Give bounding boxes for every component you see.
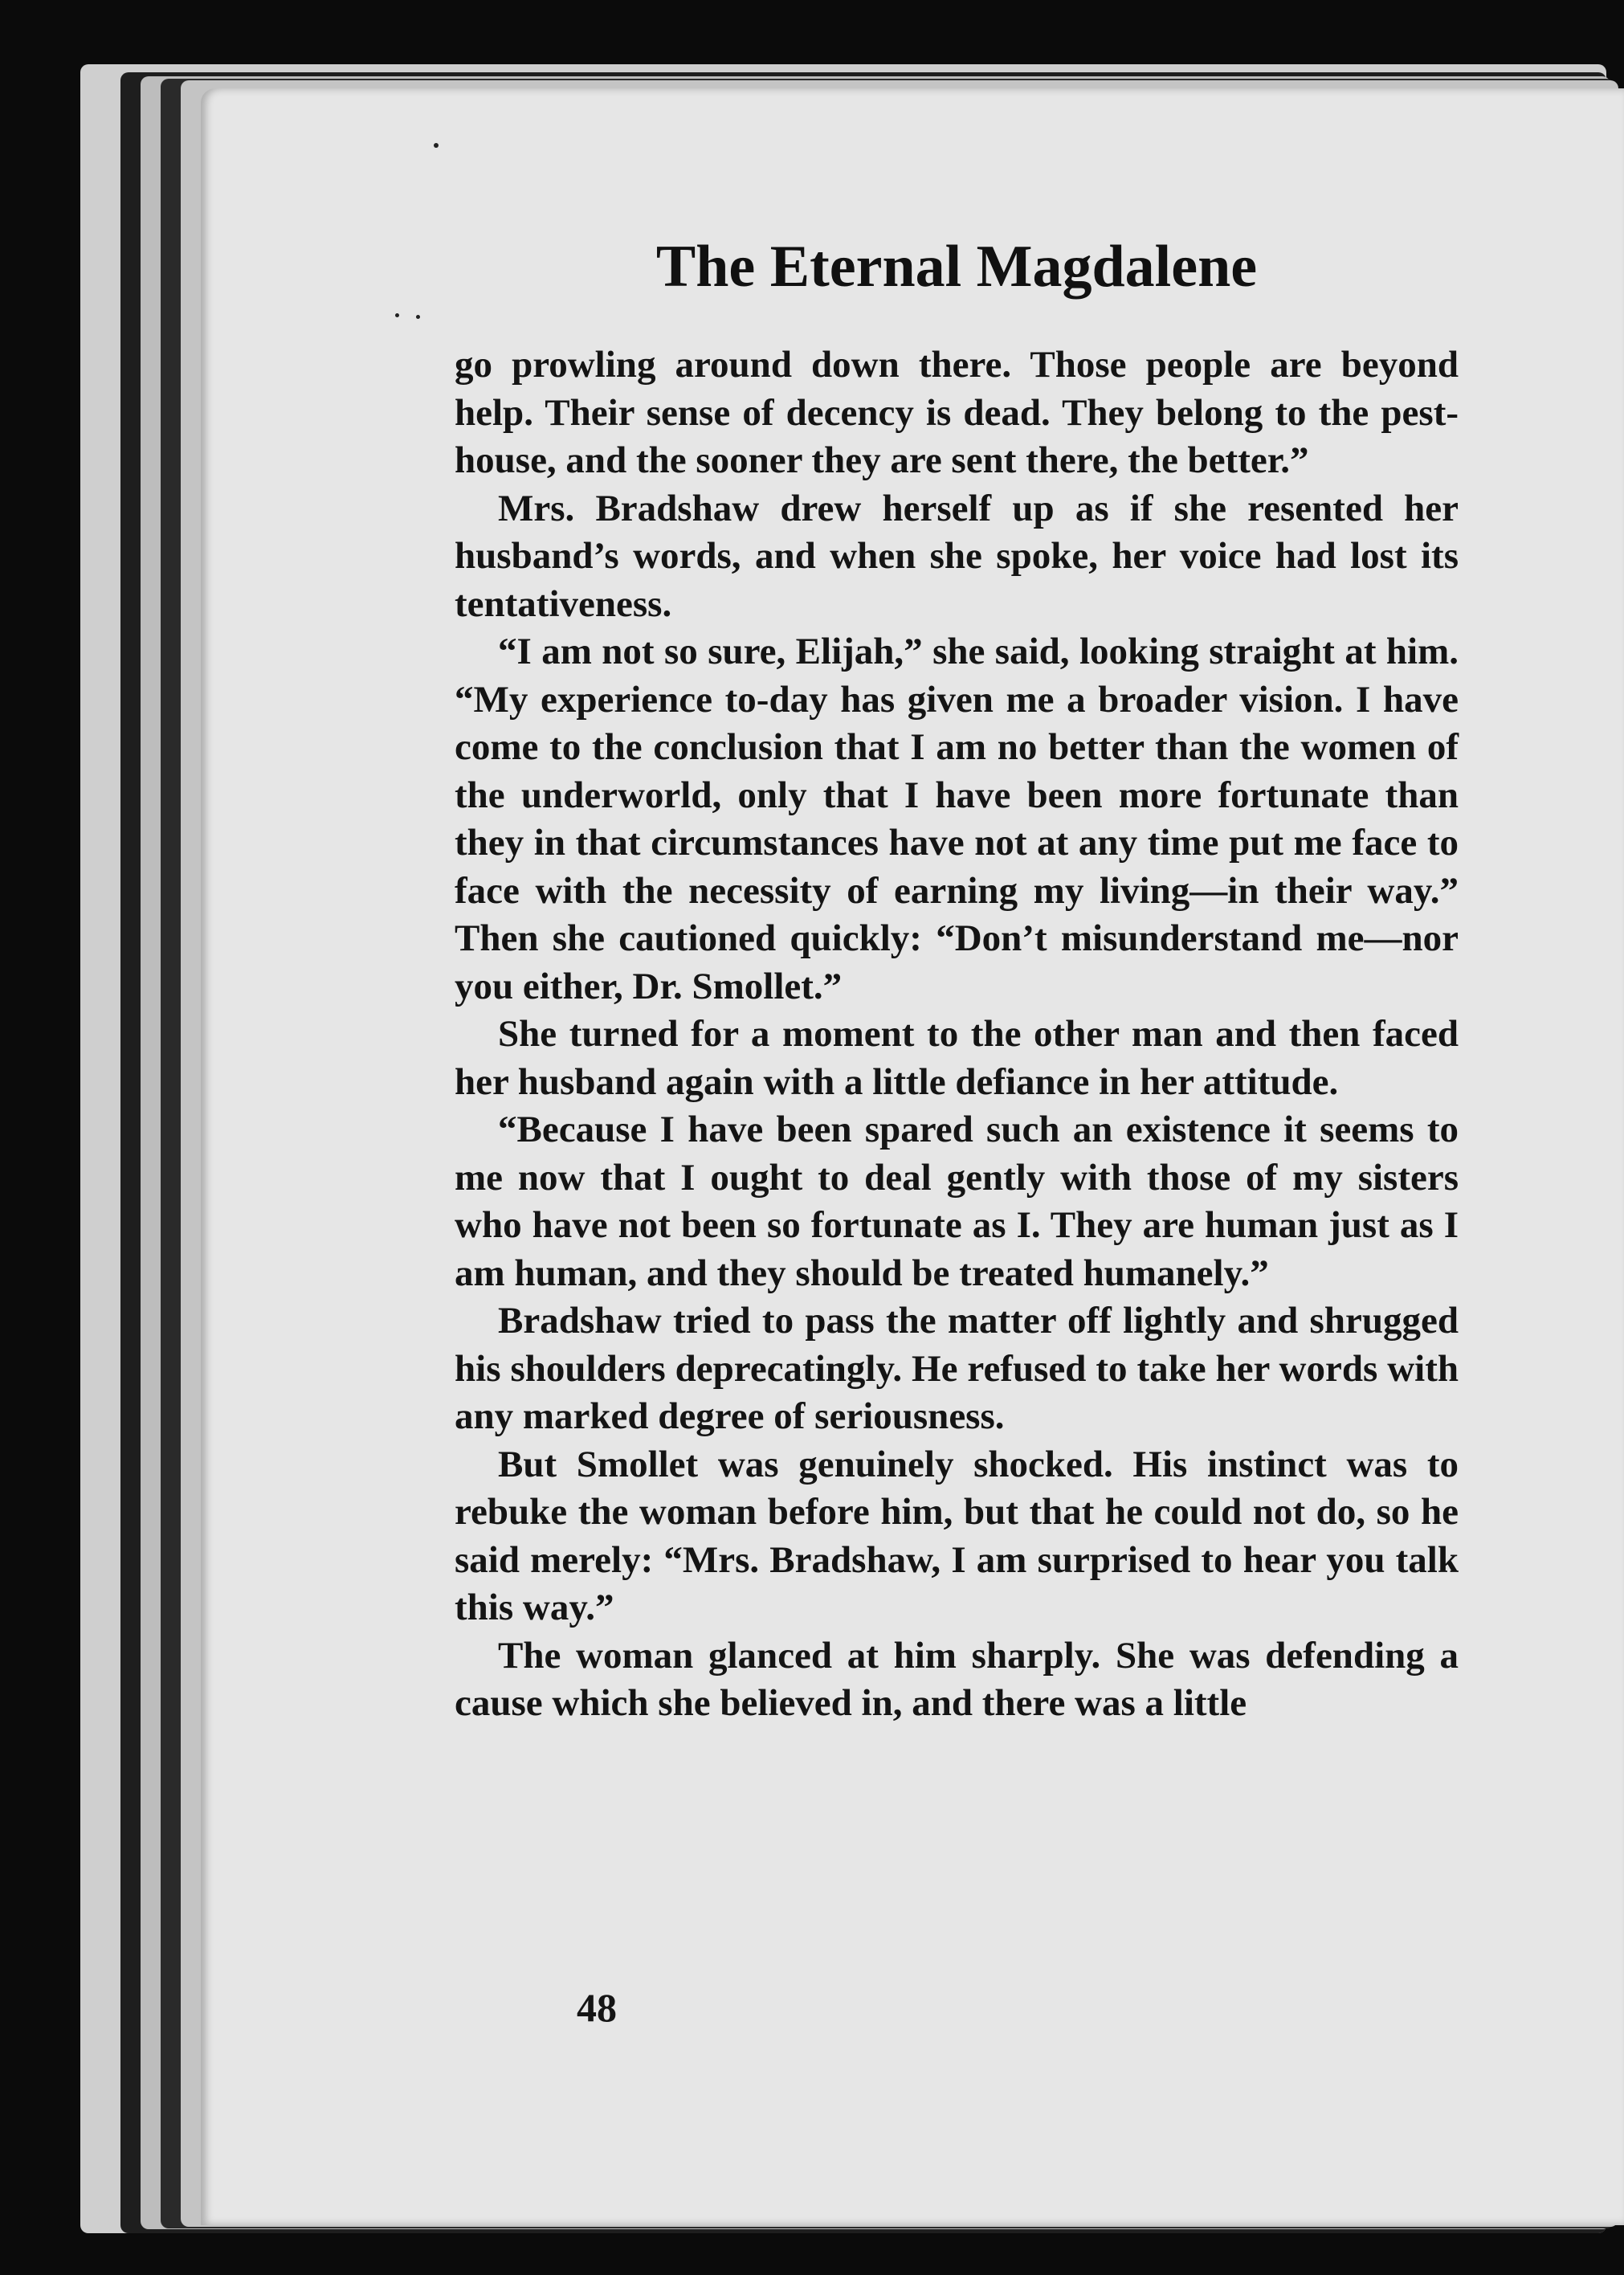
page-number: 48 [577, 1985, 617, 2030]
body-text [455, 341, 1459, 1728]
paragraph: “Because I have been spared such an existence it seems to me now that I ought to deal gently with those of my sisters who have not been so fortunate as I. They are human just as I am human, and they should be treated humanely.” [455, 1109, 1459, 1294]
paragraph: But Smollet was genuinely shocked. His instinct was to rebuke the woman before him, but that he could not do, so he said merely: “Mrs. Bradshaw, I am surprised to hear you talk this way.” [455, 1443, 1459, 1628]
paragraph: The woman glanced at him sharply. She was defending a cause which she believed in, and there was a little [455, 1634, 1459, 1724]
paragraph: She turned for a moment to the other man and then faced her husband again with a little defiance in her attitude. [455, 1013, 1459, 1103]
dust-speck [395, 313, 399, 317]
paragraph: go prowling around down there. Those people are beyond help. Their sense of decency is dead. They belong to the pest-house, and the sooner they are sent there, the better.” [455, 344, 1459, 481]
paragraph: Bradshaw tried to pass the matter off lightly and shrugged his shoulders deprecatingly. He refused to take her words with any marked degree of seriousness. [455, 1300, 1459, 1437]
dust-speck [416, 315, 420, 319]
paragraph: Mrs. Bradshaw drew herself up as if she resented her husband’s words, and when she spoke, her voice had lost its tentativeness. [455, 487, 1459, 625]
dust-speck [434, 143, 439, 148]
paragraph: “I am not so sure, Elijah,” she said, looking straight at him. “My experience to-day has given me a broader vision. I have come to the conclusion that I am no better than the women of the underworld, only that I have been more fortunate than they in that circumstances have not at any time put me face to face with the necessity of earning my living—in their way.” Then she cautioned quickly: “Don’t misunderstand me—nor you either, Dr. Smollet.” [455, 631, 1459, 1007]
running-head: The Eternal Magdalene [655, 234, 1258, 300]
